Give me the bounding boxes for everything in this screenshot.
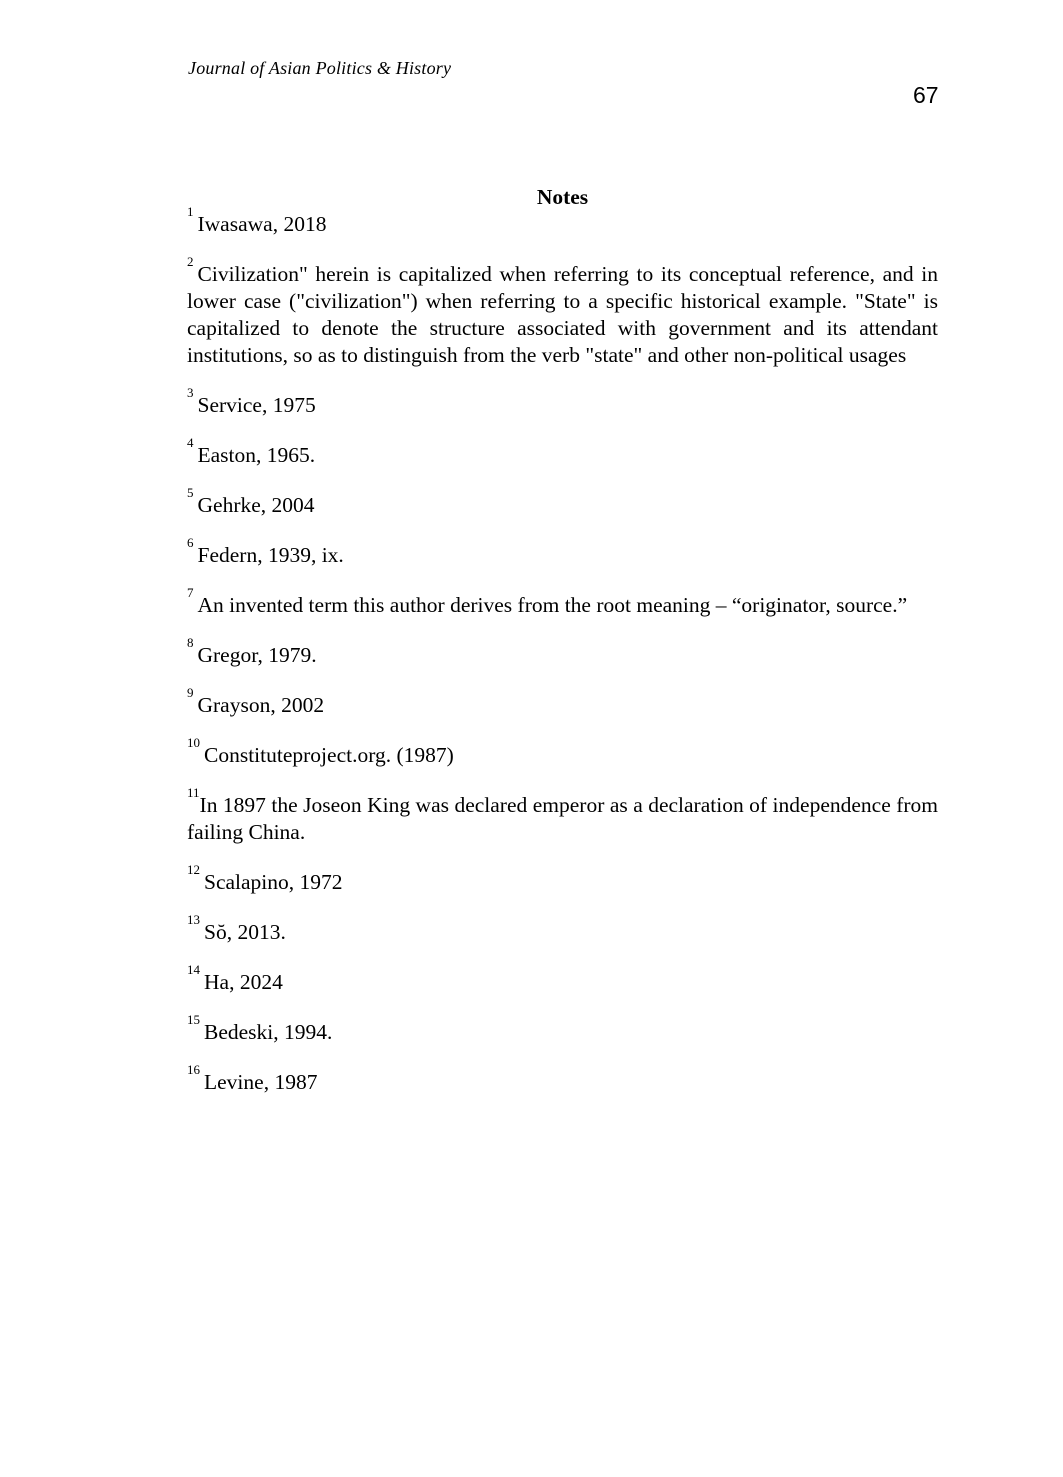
footnote-text: Constituteproject.org. (1987): [204, 743, 454, 767]
footnote-marker: 6: [187, 534, 194, 550]
footnote-15: [187, 1011, 938, 1046]
footnote-marker: 10: [187, 734, 200, 750]
footnote-marker: 3: [187, 384, 194, 400]
footnote-marker: 14: [187, 961, 200, 977]
notes-section: [187, 184, 938, 1096]
footnote-text: Federn, 1939, ix.: [197, 543, 344, 567]
footnote-12: [187, 861, 938, 896]
journal-title-header: Journal of Asian Politics & History: [188, 58, 452, 78]
footnote-2: [187, 253, 938, 369]
footnote-14: [187, 961, 938, 996]
footnote-text: Bedeski, 1994.: [204, 1020, 333, 1044]
footnote-6: [187, 534, 938, 569]
footnote-marker: 9: [187, 684, 194, 700]
footnote-marker: 13: [187, 911, 200, 927]
page-number: 67: [913, 82, 939, 108]
footnote-text: Scalapino, 1972: [204, 870, 343, 894]
footnote-marker: 5: [187, 484, 194, 500]
footnote-9: [187, 684, 938, 719]
footnote-marker: 4: [187, 434, 194, 450]
footnote-10: [187, 734, 938, 769]
footnote-marker: 1: [187, 203, 194, 219]
footnote-1: [187, 203, 938, 238]
footnote-text: Civilization" herein is capitalized when referring to its conceptual reference, and in lower case ("civilization") when referring to a specific historical example. "State" is capitalized to denote the structure associated with government and its attendant institutions, so as to distinguish from the verb "state" and other non-political usages: [187, 262, 938, 367]
footnote-marker: 16: [187, 1061, 200, 1077]
footnote-marker: 11: [187, 784, 200, 800]
footnote-text: Gehrke, 2004: [197, 493, 315, 517]
footnote-text: An invented term this author derives from the root meaning – “originator, source.”: [197, 593, 908, 617]
footnote-11: [187, 784, 938, 846]
footnote-text: In 1897 the Joseon King was declared emperor as a declaration of independence from failing China.: [187, 793, 938, 844]
footnote-7: [187, 584, 938, 619]
footnote-3: [187, 384, 938, 419]
footnote-text: Service, 1975: [197, 393, 316, 417]
footnote-text: Grayson, 2002: [197, 693, 325, 717]
footnote-text: Gregor, 1979.: [197, 643, 317, 667]
footnote-marker: 12: [187, 861, 200, 877]
footnote-text: Easton, 1965.: [197, 443, 316, 467]
footnote-text: Iwasawa, 2018: [197, 212, 327, 236]
footnote-16: [187, 1061, 938, 1096]
footnote-marker: 2: [187, 253, 194, 269]
footnote-5: [187, 484, 938, 519]
notes-heading: Notes: [536, 185, 589, 209]
footnote-4: [187, 434, 938, 469]
footnote-marker: 8: [187, 634, 194, 650]
footnote-13: [187, 911, 938, 946]
footnote-marker: 7: [187, 584, 194, 600]
footnote-text: Levine, 1987: [204, 1070, 318, 1094]
footnote-text: Ha, 2024: [204, 970, 283, 994]
footnote-text: Sŏ, 2013.: [204, 920, 286, 944]
footnote-marker: 15: [187, 1011, 200, 1027]
footnote-8: [187, 634, 938, 669]
